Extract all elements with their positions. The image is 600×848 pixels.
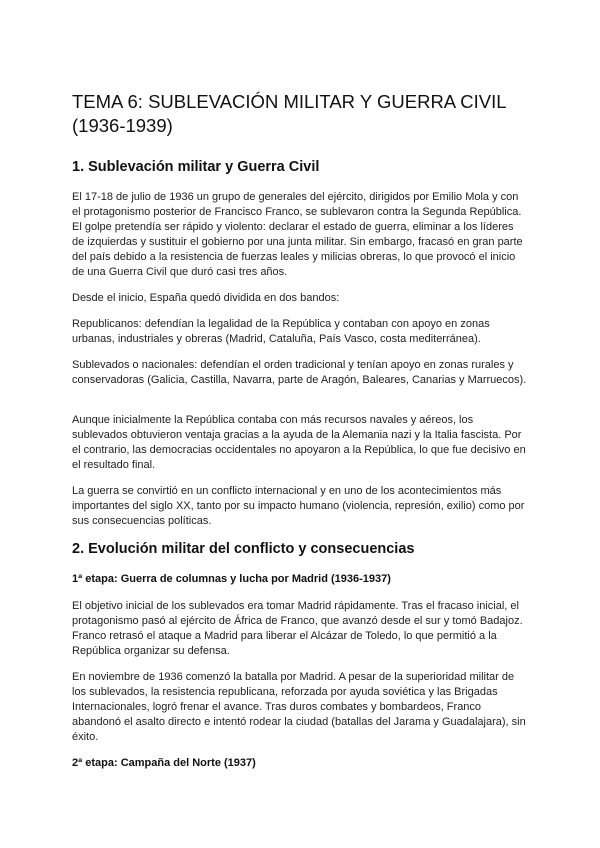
document-title: TEMA 6: SUBLEVACIÓN MILITAR Y GUERRA CIVIL (1936-1939) xyxy=(72,91,506,136)
stage-2-heading: 2ª etapa: Campaña del Norte (1937) xyxy=(72,757,256,769)
section-1-paragraph-republicanos: Republicanos: defendían la legalidad de la República y contaban con apoyo en zonas urbanas, industriales y obreras (Madrid, Cataluña, País Vasco, costa mediterránea). xyxy=(72,318,490,345)
stage-1-heading: 1ª etapa: Guerra de columnas y lucha por Madrid (1936-1937) xyxy=(72,573,391,585)
section-1-paragraph-2: Desde el inicio, España quedó dividida en dos bandos: xyxy=(72,292,340,304)
section-1-heading: 1. Sublevación militar y Guerra Civil xyxy=(72,159,320,175)
section-1-paragraph-5: Aunque inicialmente la República contaba con más recursos navales y aéreos, los sublevados obtuvieron ventaja gracias a la ayuda de la Alemania nazi y la Italia fascista. Por el contrario, las democracias occidentales no apoyaron a la República, lo que fue decisivo en el resultado final. xyxy=(72,414,526,471)
section-1-paragraph-sublevados: Sublevados o nacionales: defendían el orden tradicional y tenían apoyo en zonas rurales y conservadoras (Galicia, Castilla, Navarra, parte de Aragón, Baleares, Canarias y Marruecos). xyxy=(72,359,527,386)
section-1-paragraph-1: El 17-18 de julio de 1936 un grupo de generales del ejército, dirigidos por Emilio Mola y con el protagonismo posterior de Francisco Franco, se sublevaron contra la Segunda República. El golpe pretendía ser rápido y violento: declarar el estado de guerra, eliminar a los líderes de izquierdas y sustituir el gobierno por una junta militar. Sin embargo, fracasó en gran parte del país debido a la resistencia de fuerzas leales y milicias obreras, lo que provocó el inicio de una Guerra Civil que duró casi tres años. xyxy=(72,191,523,278)
section-1-paragraph-6: La guerra se convirtió en un conflicto internacional y en uno de los acontecimientos más importantes del siglo XX, tanto por su impacto humano (violencia, represión, exilio) como por sus consecuencias políticas. xyxy=(72,485,525,527)
section-2-heading: 2. Evolución militar del conflicto y consecuencias xyxy=(72,541,415,557)
document-page xyxy=(72,90,528,783)
paragraph-spacer xyxy=(72,399,528,413)
section-2-paragraph-2: En noviembre de 1936 comenzó la batalla por Madrid. A pesar de la superioridad militar de los sublevados, la resistencia republicana, reforzada por ayuda soviética y las Brigadas Internacionales, logró frenar el avance. Tras duros combates y bombardeos, Franco abandonó el asalto directo e intentó rodear la ciudad (batallas del Jarama y Guadalajara), sin éxito. xyxy=(72,671,526,743)
section-2-paragraph-1: El objetivo inicial de los sublevados era tomar Madrid rápidamente. Tras el fracaso inicial, el protagonismo pasó al ejército de África de Franco, que avanzó desde el sur y tomó Badajoz. Franco retrasó el ataque a Madrid para liberar el Alcázar de Toledo, lo que permitió a la República organizar su defensa. xyxy=(72,600,523,657)
